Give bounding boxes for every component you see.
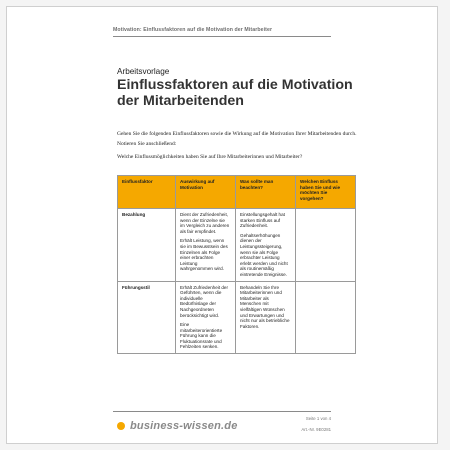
column-header-effect: Auswirkung auf Motivation — [176, 176, 236, 209]
note-cell — [236, 281, 296, 354]
document-title: Einflussfaktoren auf die Motivation der Mitarbeitenden — [117, 77, 353, 110]
factor-cell: Bezahlung — [118, 209, 176, 282]
header-title: Motivation: Einflussfaktoren auf die Motivation der Mitarbeiter — [113, 27, 273, 33]
table-header-row — [118, 176, 356, 209]
table-row — [118, 209, 356, 282]
question-paragraph: Welche Einflussmöglichkeiten haben Sie auf Ihre Mitarbeiterinnen und Mitarbeiter? — [117, 154, 303, 160]
footer-divider — [113, 411, 331, 412]
effect-text: Erhält Leistung, wenn sie im Bewusstsein des Einzelnen als Folge einer erbrachten Leistung wahrgenommen wird. — [180, 238, 228, 272]
brand-logo — [117, 420, 238, 432]
worksheet-table — [117, 175, 356, 354]
factor-cell: Führungsstil — [118, 281, 176, 354]
note-text: Einstellungsgehalt hat starken Einfluss auf Zufriedenheit. — [240, 212, 285, 229]
header-divider — [113, 36, 331, 37]
page-number: Seite 1 von 4 — [305, 416, 331, 421]
table-row — [118, 281, 356, 354]
column-header-note: Was sollte man beachten? — [236, 176, 296, 209]
effect-text: Eine mitarbeiterorientierte Führung kann die Fluktuationsrate und Fehlzeiten senken. — [180, 322, 223, 350]
effect-cell — [176, 281, 236, 354]
effect-text: Erhält Zufriedenheit der Geführten, wenn die individuelle Bedürfnislage der Nachgeordneten berücksichtigt wird. — [180, 284, 229, 318]
note-cell — [236, 209, 296, 282]
effect-cell — [176, 209, 236, 282]
intro-paragraph: Gehen Sie die folgenden Einflussfaktoren sowie die Wirkung auf die Motivation Ihrer Mitarbeitenden durch. Notieren Sie anschließend: — [117, 131, 357, 147]
column-header-action: Welchen Einfluss haben Sie und wie möchten Sie vorgehen? — [296, 176, 356, 209]
action-cell — [296, 281, 356, 354]
effect-text: Dient der Zufriedenheit, wenn der Einzelne sie im Vergleich zu anderen als fair empfindet. — [180, 212, 230, 234]
column-header-factor: Einflussfaktor — [118, 176, 176, 209]
document-subtitle: Arbeitsvorlage — [117, 67, 170, 76]
note-text: Gehaltserhöhungen dienen der Leistungssteigerung, wenn sie als Folge erbrachter Leistung erlebt werden und nicht als routinemäßig eintretende Ereignisse. — [240, 232, 288, 277]
action-cell — [296, 209, 356, 282]
document-page — [6, 6, 438, 444]
logo-dot-icon — [117, 422, 125, 430]
article-number: Art.-Nr. 9E0281 — [301, 427, 331, 432]
logo-text: business-wissen.de — [130, 420, 238, 432]
note-text: Behandeln Sie Ihre Mitarbeiterinnen und Mitarbeiter als Menschen mit vielfältigen Wünschen und Erwartungen und nicht nur als betriebliche Faktoren. — [240, 284, 290, 329]
